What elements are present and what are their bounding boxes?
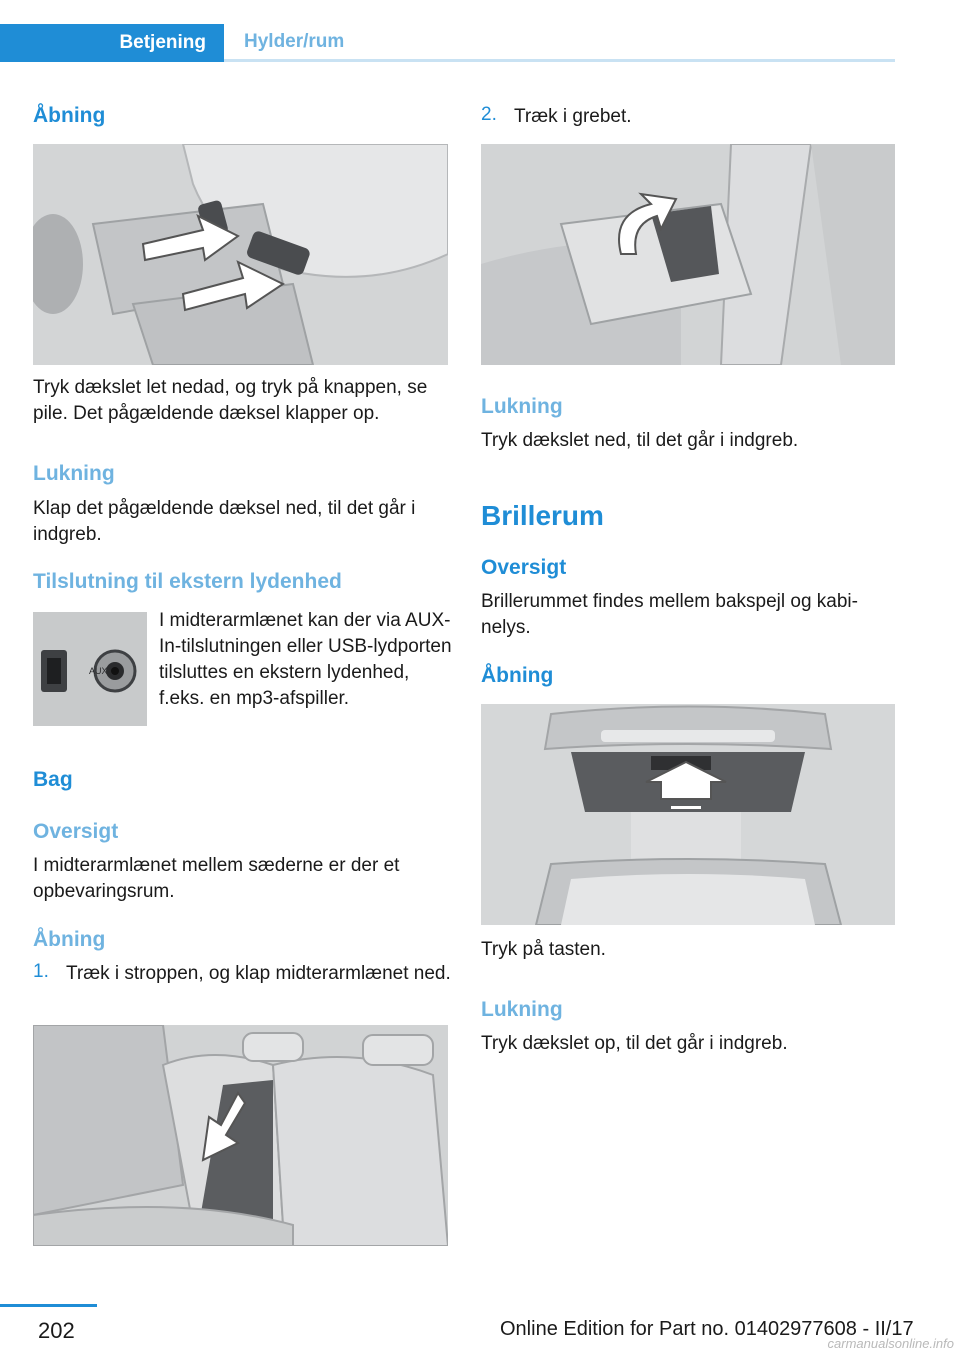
edition-footer: Online Edition for Part no. 01402977608 - II/17 <box>500 1318 914 1340</box>
glasses-compartment-illustration <box>481 704 895 925</box>
paragraph-closing-rear: Tryk dækslet ned, til det går i indgreb. <box>481 430 799 451</box>
page-number: 202 <box>38 1318 75 1343</box>
heading-overview: Oversigt <box>33 820 119 843</box>
header-tabs <box>0 24 895 62</box>
figure-armrest-handle <box>481 144 895 365</box>
paragraph-overview: I midterarmlænet mellem sæderne er der et opbevaringsrum. <box>33 855 400 902</box>
paragraph-overview-glasses: Brillerummet findes mellem bakspejl og kabinelys. <box>481 591 858 638</box>
tab-betjening[interactable]: Betjening <box>0 24 224 62</box>
step-1-text: Træk i stroppen, og klap midterarmlænet ned. <box>66 963 451 984</box>
armrest-handle-illustration <box>481 144 895 365</box>
paragraph-opening-glasses: Tryk på tasten. <box>481 939 606 960</box>
heading-external-device: Tilslutning til ekstern lydenhed <box>33 570 342 593</box>
heading-overview-glasses: Oversigt <box>481 556 567 579</box>
page-number-rule <box>0 1304 97 1307</box>
paragraph-closing: Klap det pågældende dæksel ned, til det går i indgreb. <box>33 498 416 545</box>
heading-opening-glasses: Åbning <box>481 664 554 687</box>
armrest-buttons-illustration <box>33 144 448 365</box>
watermark: carmanualsonline.info <box>827 1336 954 1351</box>
tab-hylder-rum[interactable]: Hylder/rum <box>224 24 895 62</box>
heading-glasses-compartment: Brillerum <box>481 500 604 531</box>
usb-aux-ports-illustration <box>33 612 147 726</box>
heading-closing: Lukning <box>33 462 115 485</box>
figure-glasses-compartment <box>481 704 895 925</box>
paragraph-opening: Tryk dækslet let nedad, og tryk på knappen, se pile. Det pågældende dæksel klapper op. <box>33 377 428 424</box>
rear-seat-illustration <box>33 1025 448 1246</box>
heading-opening: Åbning <box>33 104 106 127</box>
step-2-text: Træk i grebet. <box>514 106 632 127</box>
paragraph-closing-glasses: Tryk dækslet op, til det går i indgreb. <box>481 1033 788 1054</box>
heading-rear: Bag <box>33 768 73 791</box>
step-1-number: 1. <box>33 961 49 982</box>
heading-closing-rear: Lukning <box>481 395 563 418</box>
heading-opening-rear: Åbning <box>33 928 106 951</box>
paragraph-external-device: I midterarmlænet kan der via AUX-In-tilslutningen eller USB-lydporten tilsluttes en ekstern lydenhed, f.eks. en mp3-afspiller. <box>159 610 452 709</box>
figure-rear-seat-armrest <box>33 1025 448 1246</box>
heading-closing-glasses: Lukning <box>481 998 563 1021</box>
step-2-number: 2. <box>481 104 497 125</box>
figure-usb-aux <box>33 612 147 726</box>
aux-label: AUX <box>89 666 108 676</box>
figure-armrest-buttons <box>33 144 448 365</box>
